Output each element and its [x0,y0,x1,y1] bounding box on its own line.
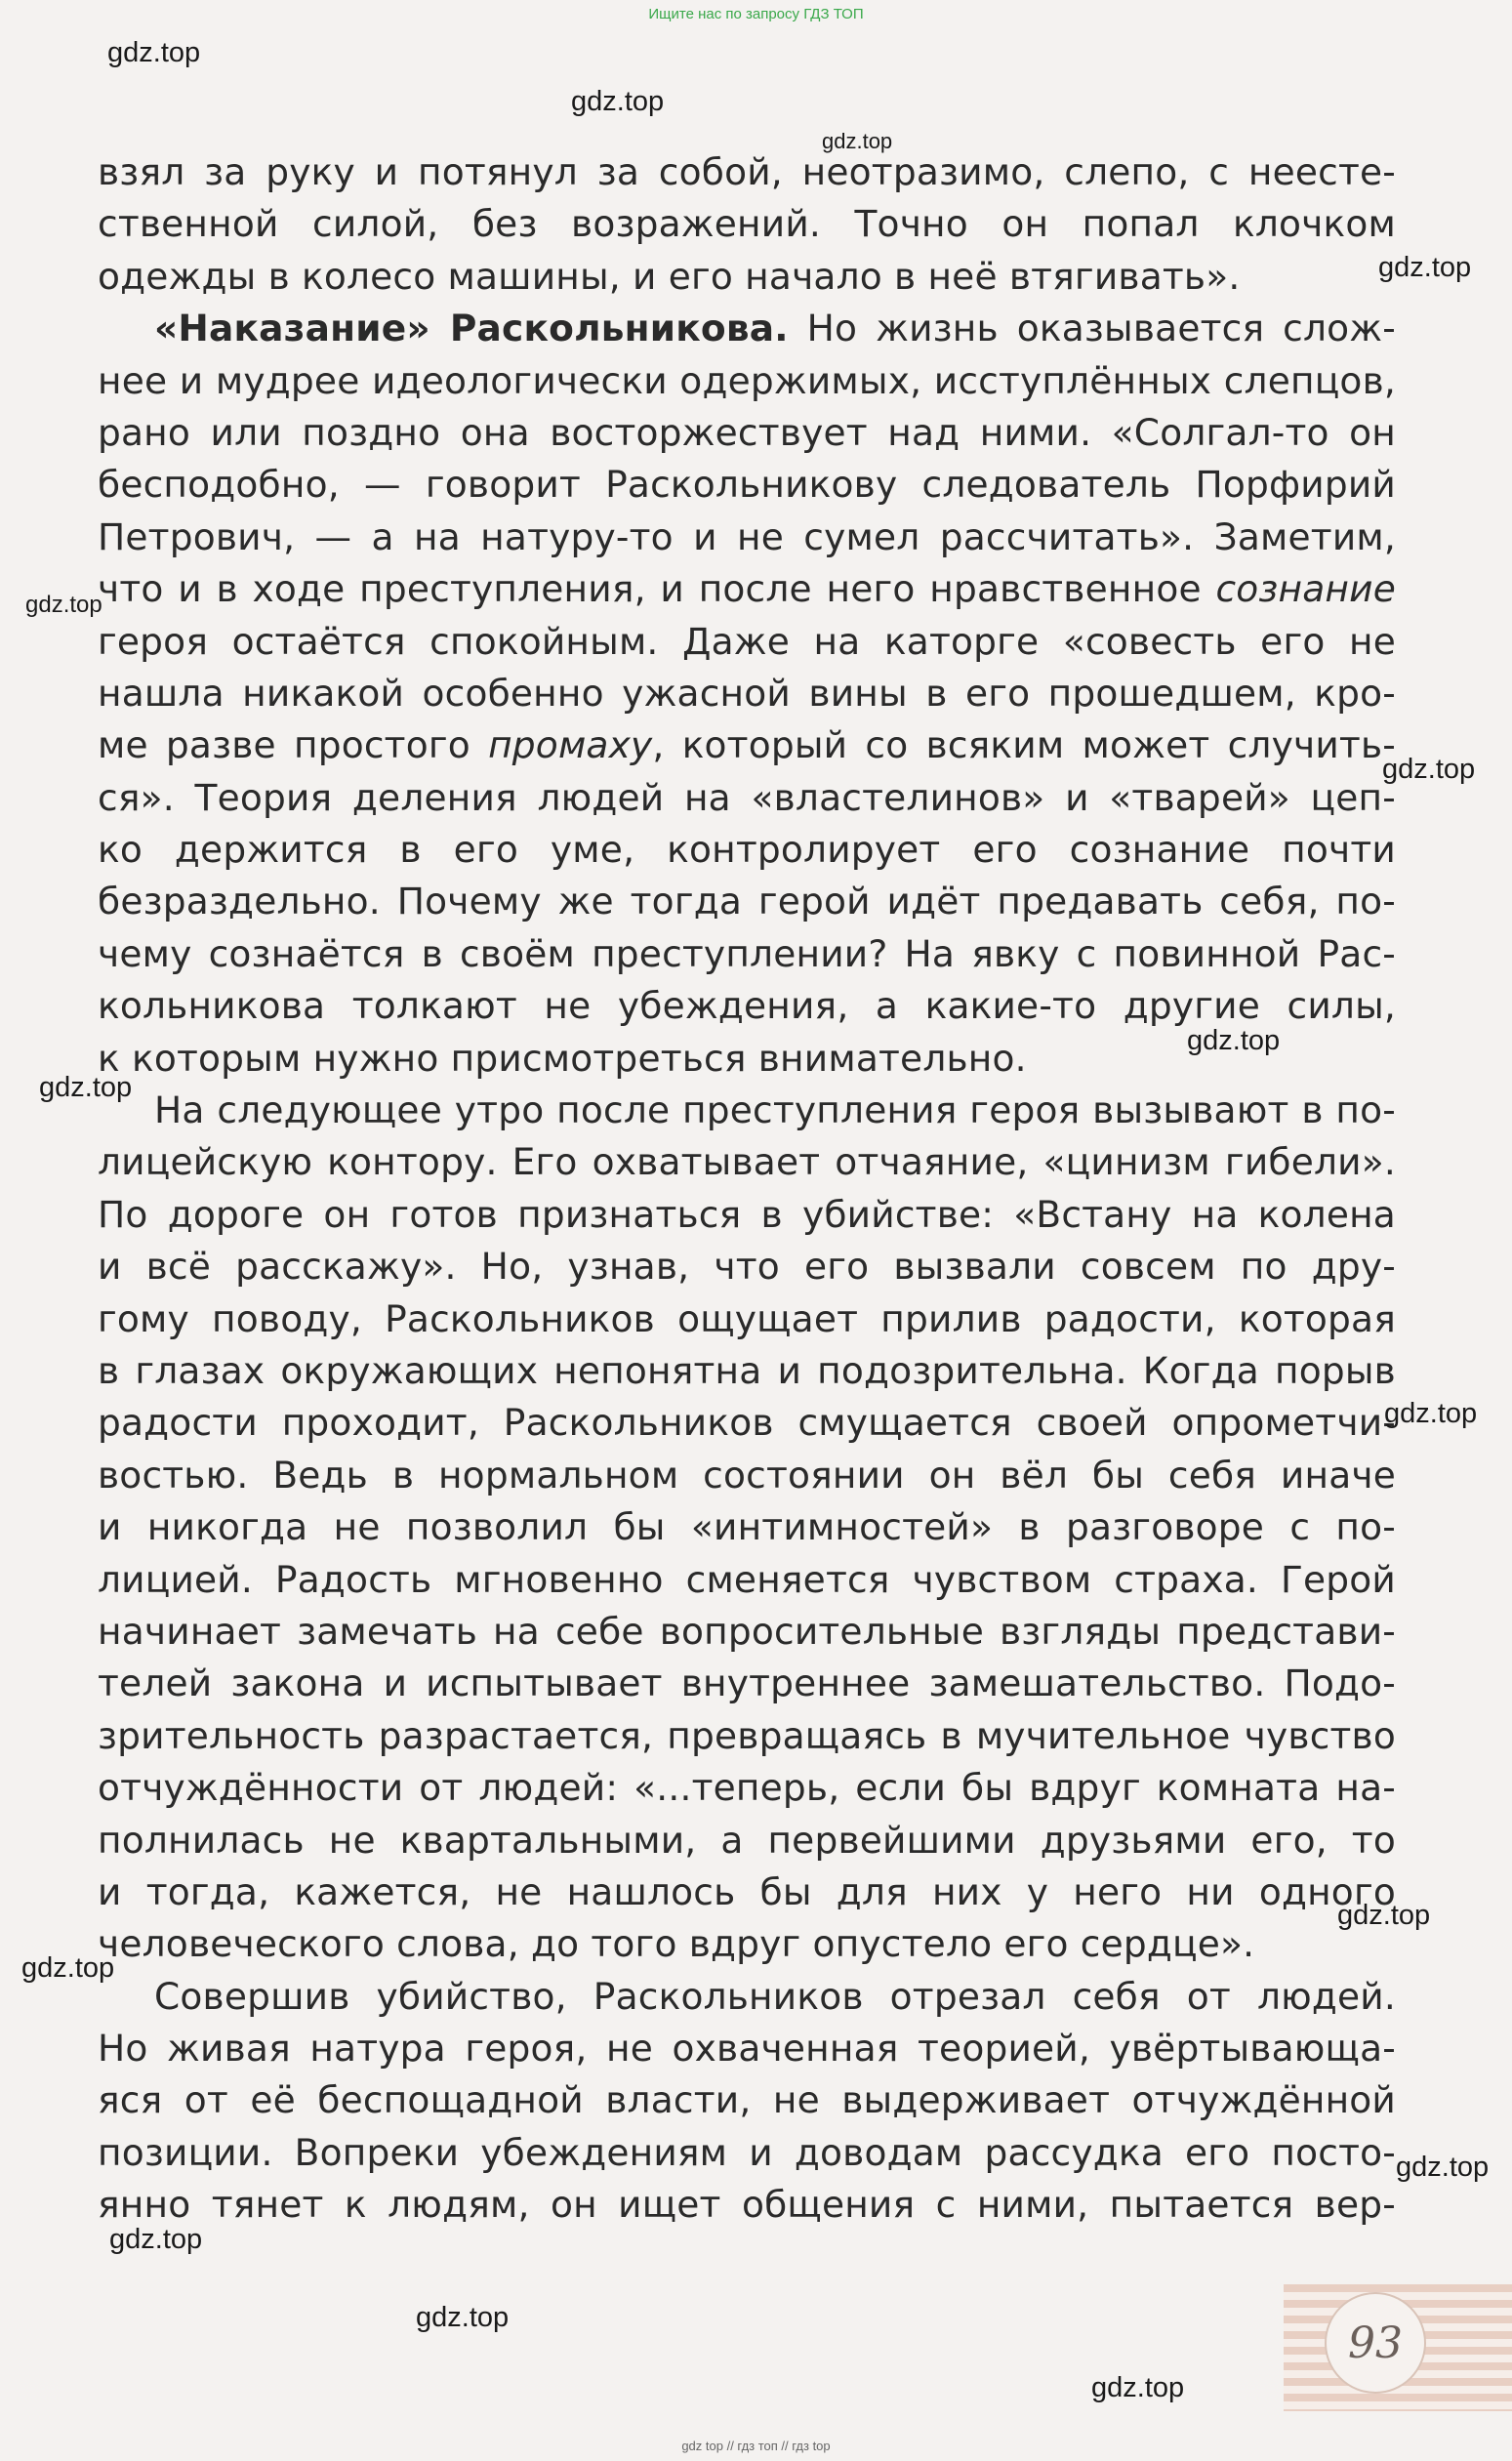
text-line: одежды в колесо машины, и его начало в неё втягивать». [98,254,1241,298]
watermark: gdz.top [21,1952,115,1984]
text-line: взял за руку и потянул за собой, неотразимо, слепо, с неесте- [98,150,1396,193]
text-line: нее и мудрее идеологически одержимых, исступлённых слепцов, [98,358,1396,402]
text-line: По дороге он готов признаться в убийстве: «Встану на колена [98,1192,1396,1236]
text-line: лицейскую контору. Его охватывает отчаяние, «цинизм гибели». [98,1140,1396,1184]
page-number: 93 [1348,2317,1403,2368]
text-line-heading [98,303,1396,354]
text-line: На следующее утро после преступления героя вызывают в по- [154,1088,1396,1132]
watermark: gdz.top [1396,2152,1490,2183]
page-number-badge [1325,2292,1426,2394]
text-line: кольникова толкают не убеждения, а какие-то другие силы, [98,984,1396,1028]
text-line: гому поводу, Раскольников ощущает прилив радости, которая [98,1296,1396,1340]
text-line: ственной силой, без возражений. Точно он попал клочком [98,202,1396,246]
text-line: ся». Теория деления людей на «властелинов» и «тварей» цеп- [98,775,1396,819]
text-line: героя остаётся спокойным. Даже на каторге «совесть его не [98,619,1396,663]
watermark: gdz.top [39,1072,133,1103]
text-fragment: , который со всяким может случить- [652,723,1396,767]
text-line: чему сознаётся в своём преступлении? На явку с повинной Рас- [98,931,1396,975]
watermark: gdz.top [107,37,201,68]
text-line: к которым нужно присмотреться внимательно. [98,1036,1027,1080]
text-line: Петрович, — а на натуру-то и не сумел рассчитать». Заметим, [98,514,1396,558]
text-line: в глазах окружающих непонятна и подозрительна. Когда порыв [98,1348,1396,1392]
text-fragment: Но жизнь оказывается слож- [788,307,1396,350]
watermark: gdz.top [1384,1398,1478,1429]
watermark: gdz.top [416,2302,510,2333]
top-banner: Ищите нас по запросу ГДЗ ТОП [648,6,864,22]
text-line: и всё расскажу». Но, узнав, что его вызвали совсем по дру- [98,1245,1396,1289]
bottom-banner: gdz top // гдз топ // гдз top [681,2439,831,2453]
text-line [98,563,1396,615]
text-block [98,146,1396,2232]
text-line: безраздельно. Почему же тогда герой идёт предавать себя, по- [98,880,1396,923]
watermark: gdz.top [822,129,893,153]
text-line: отчуждённости от людей: «...теперь, если бы вдруг комната на- [98,1766,1396,1810]
text-line: востью. Ведь в нормальном состоянии он вёл бы себя иначе [98,1453,1396,1497]
text-line: Совершив убийство, Раскольников отрезал себя от людей. [154,1974,1396,2018]
text-line: зрительность разрастается, превращаясь в мучительное чувство [98,1713,1396,1757]
text-line: человеческого слова, до того вдруг опустело его сердце». [98,1922,1255,1966]
watermark: gdz.top [1382,754,1476,785]
text-line: и тогда, кажется, не нашлось бы для них у него ни одного [98,1869,1396,1913]
text-fragment: ме разве простого [98,723,489,767]
watermark: gdz.top [1187,1025,1281,1056]
text-line: бесподобно, — говорит Раскольникову следователь Порфирий [98,463,1396,507]
text-line: начинает замечать на себе вопросительные взгляды представи- [98,1609,1396,1653]
text-line: радости проходит, Раскольников смущается своей опрометчи- [98,1401,1396,1445]
text-line: ко держится в его уме, контролирует его сознание почти [98,828,1396,872]
text-line: позиции. Вопреки убеждениям и доводам рассудка его посто- [98,2130,1396,2174]
section-heading: «Наказание» Раскольникова. [154,307,789,350]
text-line: полнилась не квартальными, а первейшими друзьями его, то [98,1818,1396,1862]
watermark: gdz.top [1091,2372,1185,2403]
text-line [98,719,1396,771]
text-line: рано или поздно она восторжествует над ними. «Солгал-то он [98,410,1396,454]
italic-word: сознание [1215,567,1396,611]
text-line: телей закона и испытывает внутреннее замешательство. Подо- [98,1661,1396,1705]
watermark: gdz.top [1337,1900,1431,1931]
text-line: Но живая натура героя, не охваченная теорией, увёртывающа- [98,2027,1396,2071]
watermark: gdz.top [25,592,102,618]
text-line: и никогда не позволил бы «интимностей» в разговоре с по- [98,1505,1396,1549]
text-line: лицией. Радость мгновенно сменяется чувством страха. Герой [98,1557,1396,1601]
text-fragment: что и в ходе преступления, и после него нравственное [98,567,1216,611]
watermark: gdz.top [1378,252,1472,283]
watermark: gdz.top [109,2224,203,2255]
watermark: gdz.top [571,86,665,117]
text-line: яся от её беспощадной власти, не выдерживает отчуждённой [98,2078,1396,2122]
italic-word: промаху [488,723,653,767]
text-line: нашла никакой особенно ужасной вины в его прошедшем, кро- [98,671,1396,715]
text-line: янно тянет к людям, он ищет общения с ними, пытается вер- [98,2183,1396,2227]
